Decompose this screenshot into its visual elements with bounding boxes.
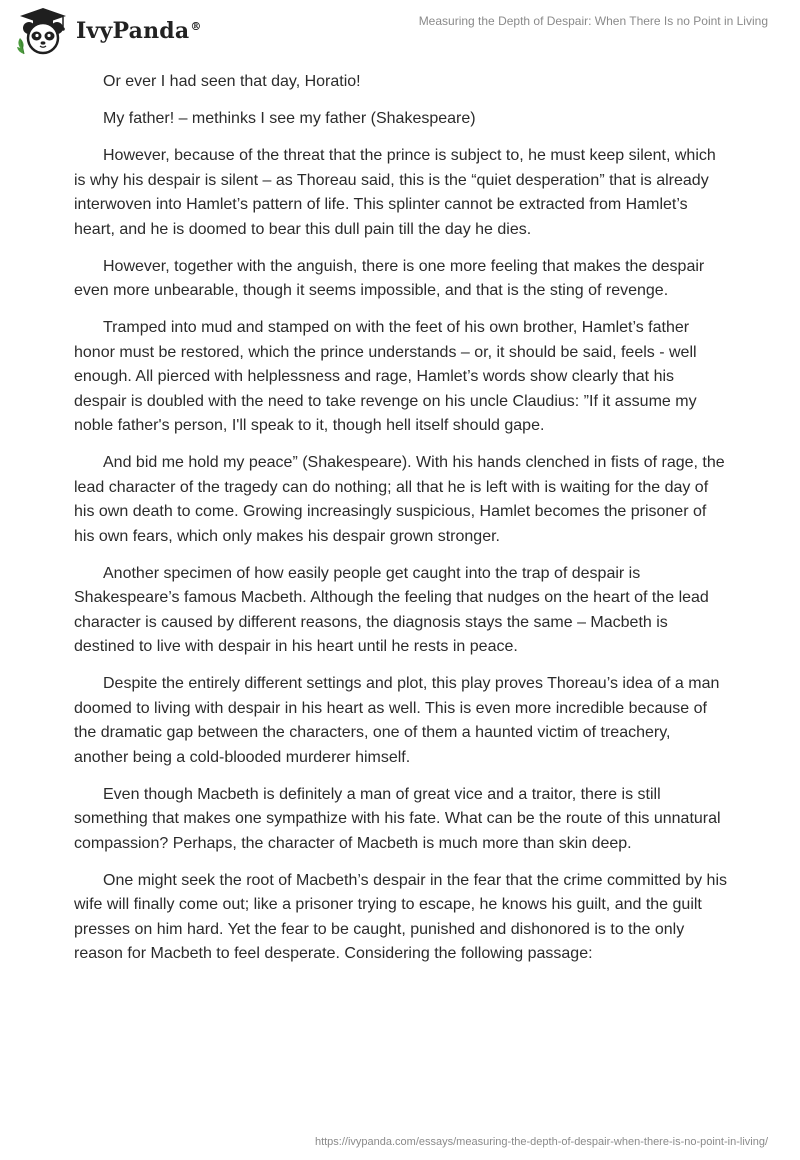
paragraph: However, because of the threat that the prince is subject to, he must keep silent, which is why his despair is silent – as Thoreau said, this is the “quiet desperation” that is already interwoven into Hamlet’s pattern of life. This splinter cannot be extracted from Hamlet’s heart, and he is doomed to bear this dull pain till the day he dies. [74,147,716,238]
document-title: Measuring the Depth of Despair: When There Is no Point in Living [418,14,768,28]
paragraph: Another specimen of how easily people get caught into the trap of despair is Shakespeare’s famous Macbeth. Although the feeling that nudges on the heart of the lead character is caused by different reasons, the diagnosis stays the same – Macbeth is destined to live with despair in his heart until he rests in peace. [74,564,709,655]
brand-name: IvyPanda® [76,18,202,44]
essay-body [74,70,729,979]
paragraph: Even though Macbeth is definitely a man of great vice and a traitor, there is still something that makes one sympathize with his fate. What can be the route of this unnatural compassion? Perhaps, the character of Macbeth is much more than skin deep. [74,785,721,852]
paragraph: Tramped into mud and stamped on with the feet of his own brother, Hamlet’s father honor must be restored, which the prince understands – or, it should be said, feels - well enough. All pierced with helplessness and rage, Hamlet’s words show clearly that his despair is doubled with the need to take revenge on his uncle Claudius: ”If it assume my noble father's person, I'll speak to it, though hell itself should gape. [74,319,697,434]
ivypanda-logo[interactable] [14,6,202,56]
paragraph: My father! – methinks I see my father (Shakespeare) [103,110,476,127]
panda-graduate-icon [14,6,72,56]
paragraph: One might seek the root of Macbeth’s despair in the fear that the crime committed by his wife will finally come out; like a prisoner trying to escape, he knows his guilt, and the guilt presses on him hard. Yet the fear to be caught, punished and dishonored is to the only reason for Macbeth to feel desperate. Considering the following passage: [74,871,728,962]
paragraph: And bid me hold my peace” (Shakespeare). With his hands clenched in fists of rage, the lead character of the tragedy can do nothing; all that he is left with is waiting for the day of his own death to come. Growing increasingly suspicious, Hamlet becomes the prisoner of his own fears, which only makes his despair grown stronger. [74,454,725,545]
page-header [0,0,800,70]
paragraph: However, together with the anguish, there is one more feeling that makes the despair even more unbearable, though it seems impossible, and that is the sting of revenge. [74,257,705,299]
paragraph: Or ever I had seen that day, Horatio! [103,73,361,90]
source-url-link[interactable]: https://ivypanda.com/essays/measuring-the-depth-of-despair-when-there-is-no-point-in-living/ [314,1136,768,1148]
paragraph: Despite the entirely different settings and plot, this play proves Thoreau’s idea of a man doomed to living with despair in his heart as well. This is even more incredible because of the dramatic gap between the characters, one of them a haunted victim of treachery, another being a cold-blooded murderer himself. [74,675,720,766]
